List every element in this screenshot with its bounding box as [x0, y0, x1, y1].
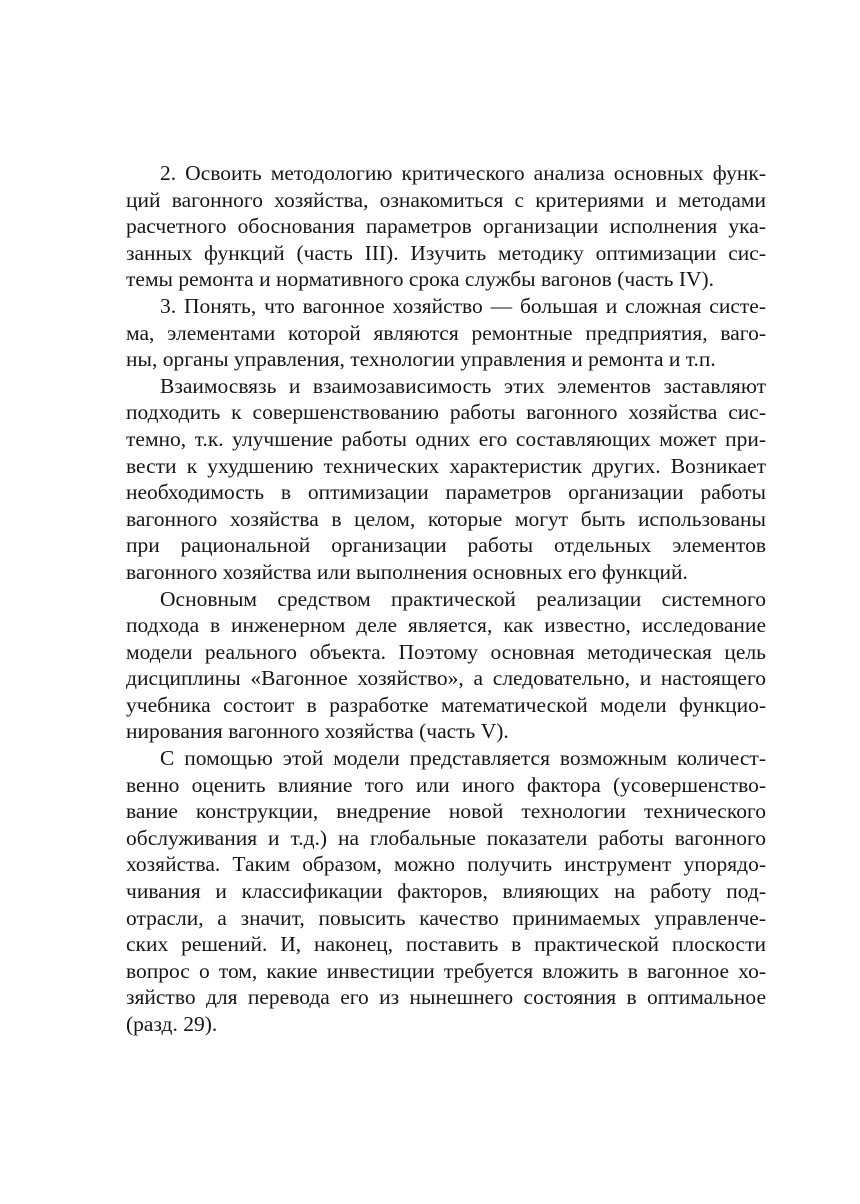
text-line: чивания и классификации факторов, влияющих на работу под-	[126, 879, 766, 904]
text-line: Основным средством практической реализации системного	[160, 586, 766, 611]
text-line: (разд. 29).	[126, 1012, 218, 1036]
book-page	[126, 160, 766, 1038]
text-line: необходимость в оптимизации параметров организации работы	[126, 480, 766, 505]
text-line: 3. Понять, что вагонное хозяйство — большая и сложная систе-	[160, 293, 766, 318]
text-line: вагонного хозяйства в целом, которые могут быть использованы	[126, 506, 766, 531]
text-line: подходить к совершенствованию работы вагонного хозяйства сис-	[126, 400, 766, 425]
text-line: 2. Освоить методологию критического анализа основных функ-	[160, 161, 766, 185]
text-line: хозяйства. Таким образом, можно получить инструмент упорядо-	[126, 852, 766, 877]
paragraph-2	[126, 293, 766, 373]
text-line: вопрос о том, какие инвестиции требуется вложить в вагонное хо-	[126, 958, 766, 983]
text-line: при рациональной организации работы отдельных элементов	[126, 533, 766, 558]
text-line: венно оценить влияние того или иного фактора (усовершенство-	[126, 772, 766, 797]
text-line: вести к ухудшению технических характеристик других. Возникает	[126, 453, 766, 478]
paragraph-1	[126, 160, 766, 293]
text-line: отрасли, а значит, повысить качество принимаемых управленче-	[126, 905, 766, 930]
text-line: темы ремонта и нормативного срока службы вагонов (часть IV).	[126, 267, 715, 292]
text-line: ций вагонного хозяйства, ознакомиться с критериями и методами	[126, 187, 766, 212]
text-line: Взаимосвязь и взаимозависимость этих элементов заставляют	[160, 373, 766, 398]
text-line: вание конструкции, внедрение новой технологии технического	[126, 799, 766, 824]
text-line: учебника состоит в разработке математической модели функцио-	[126, 692, 766, 717]
text-line: подхода в инженерном деле является, как известно, исследование	[126, 613, 766, 638]
paragraph-4	[126, 586, 766, 746]
text-line: дисциплины «Вагонное хозяйство», а следовательно, и настоящего	[126, 666, 766, 691]
paragraph-5	[126, 745, 766, 1038]
text-line: обслуживания и т.д.) на глобальные показатели работы вагонного	[126, 825, 766, 850]
text-line: темно, т.к. улучшение работы одних его составляющих может при-	[126, 426, 766, 451]
text-line: занных функций (часть III). Изучить методику оптимизации сис-	[126, 240, 766, 265]
text-line: вагонного хозяйства или выполнения основных его функций.	[126, 559, 688, 584]
text-line: ских решений. И, наконец, поставить в практической плоскости	[126, 932, 766, 957]
text-line: ма, элементами которой являются ремонтные предприятия, ваго-	[126, 320, 766, 345]
text-line: ны, органы управления, технологии управления и ремонта и т.п.	[126, 347, 716, 372]
paragraph-3	[126, 373, 766, 586]
text-line: нирования вагонного хозяйства (часть V).	[126, 719, 509, 744]
text-line: модели реального объекта. Поэтому основная методическая цель	[126, 639, 766, 664]
text-line: зяйство для перевода его из нынешнего состояния в оптимальное	[126, 985, 766, 1010]
text-line: расчетного обоснования параметров организации исполнения ука-	[126, 214, 766, 239]
text-line: С помощью этой модели представляется возможным количест-	[160, 746, 766, 771]
